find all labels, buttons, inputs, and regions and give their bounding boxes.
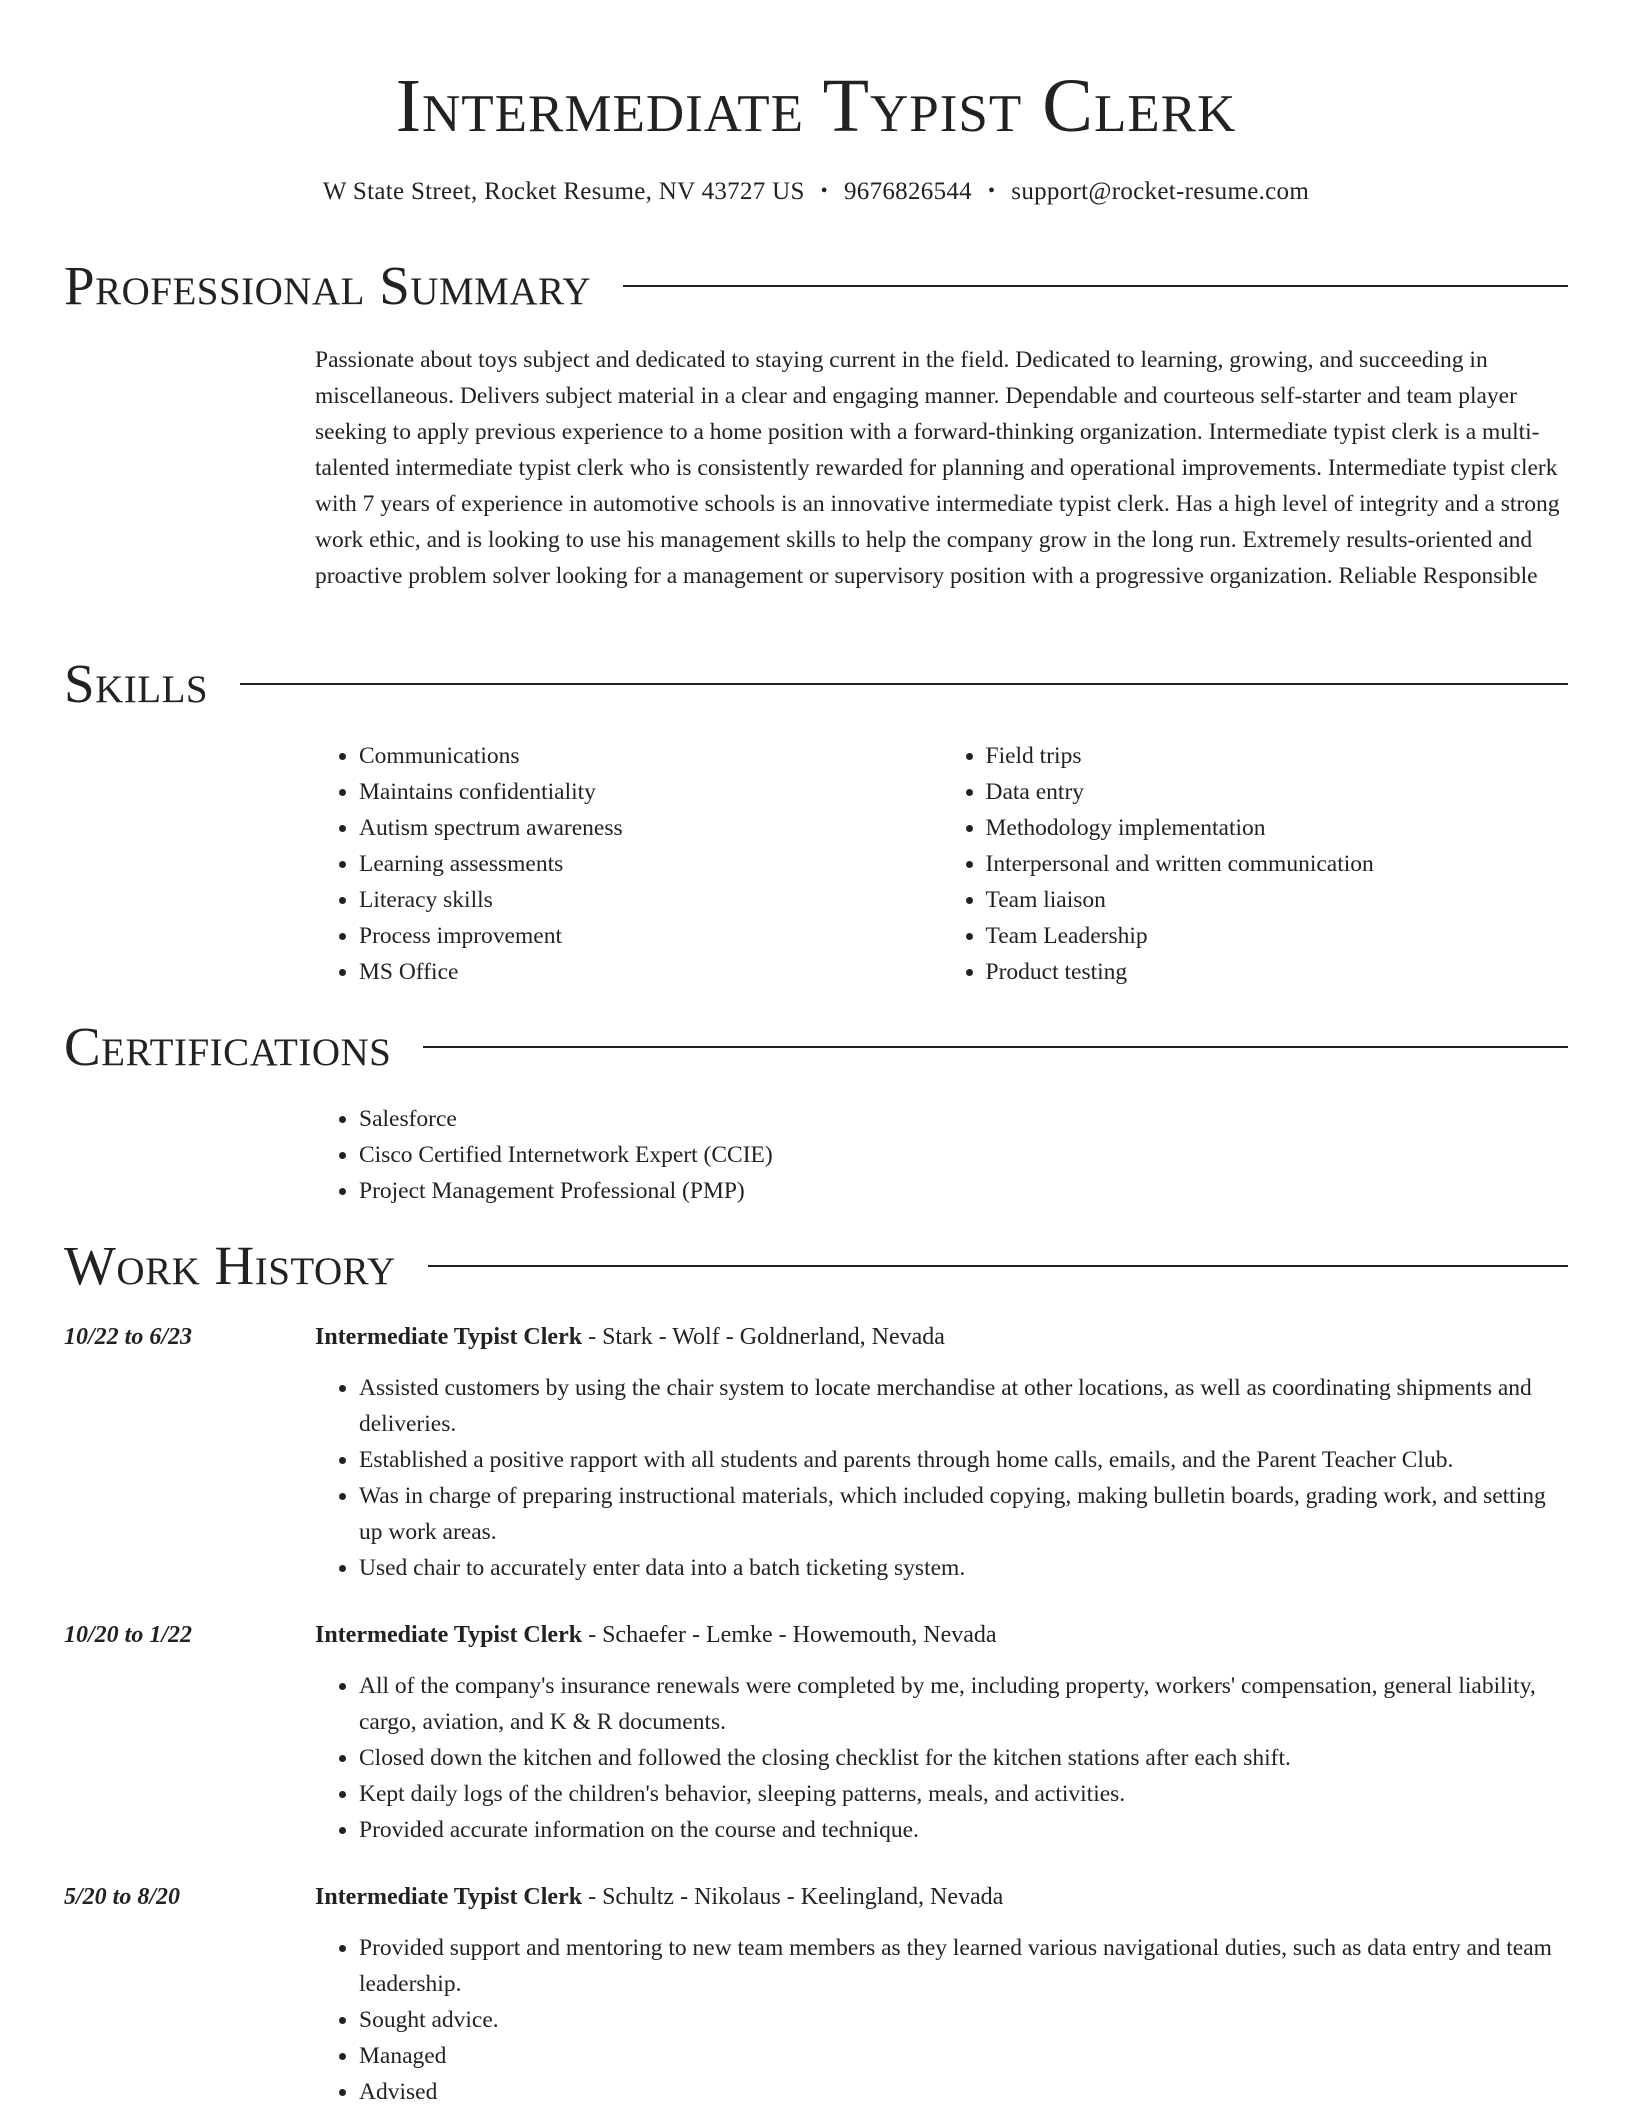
job-bullet: • All of the company's insurance renewals were completed by me, including property, workers' compensation, general liability, cargo, aviation, and K & R documents. <box>359 1668 1568 1740</box>
skill-item: • Product testing <box>986 954 1569 990</box>
job-header <box>64 1880 1568 1914</box>
certifications-list <box>315 1101 1568 1209</box>
summary-heading <box>64 254 1568 318</box>
skills-heading <box>64 652 1568 716</box>
contact-separator: • <box>987 180 996 202</box>
skill-item: • Communications <box>359 738 942 774</box>
job-bullet: • Established a positive rapport with all students and parents through home calls, emails, and the Parent Teacher Club. <box>359 1442 1568 1478</box>
job-company: - Stark - Wolf - Goldnerland, Nevada <box>582 1324 945 1350</box>
certifications-heading <box>64 1015 1568 1079</box>
section-title: Professional Summary <box>64 255 592 316</box>
skills-grid <box>315 738 1568 990</box>
skill-item: • Data entry <box>986 774 1569 810</box>
summary-text: Passionate about toys subject and dedicated to staying current in the field. Dedicated to learning, growing, and succeeding in miscellaneous. Delivers subject material in a clear and engaging manner. Dependable and courteous self-starter and team player seeking to apply previous experience to a home position with a forward-thinking organization. Intermediate typist clerk is a multi-talented intermediate typist clerk who is consistently rewarded for planning and operational improvements. Intermediate typist clerk with 7 years of experience in automotive schools is an innovative intermediate typist clerk. Has a high level of integrity and a strong work ethic, and is looking to use his management skills to help the company grow in the long run. Extremely results-oriented and proactive problem solver looking for a management or supervisory position with a progressive organization. Reliable Responsible <box>315 347 1560 589</box>
section-divider <box>423 1046 1568 1048</box>
skill-item: • Literacy skills <box>359 882 942 918</box>
job-entry <box>64 1320 1568 1586</box>
work-history-heading <box>64 1234 1568 1298</box>
job-title: Intermediate Typist Clerk <box>315 1884 583 1910</box>
skill-item: • Process improvement <box>359 918 942 954</box>
contact-line <box>0 175 1632 210</box>
job-bullet: • Kept daily logs of the children's behavior, sleeping patterns, meals, and activities. <box>359 1776 1568 1812</box>
certification-item: • Salesforce <box>359 1101 1568 1137</box>
job-bullets <box>315 1930 1568 2110</box>
job-bullet: • Advised <box>359 2074 1568 2110</box>
section-title: Work History <box>64 1235 396 1296</box>
job-company: - Schaefer - Lemke - Howemouth, Nevada <box>582 1622 997 1648</box>
job-bullet: • Used chair to accurately enter data into a batch ticketing system. <box>359 1550 1568 1586</box>
skill-item: • Maintains confidentiality <box>359 774 942 810</box>
job-bullet: • Provided accurate information on the course and technique. <box>359 1812 1568 1848</box>
summary-body <box>315 342 1568 594</box>
skill-item: • Autism spectrum awareness <box>359 810 942 846</box>
skill-item: • Interpersonal and written communication <box>986 846 1569 882</box>
job-dates: 10/20 to 1/22 <box>64 1622 193 1648</box>
job-bullet: • Managed <box>359 2038 1568 2074</box>
section-divider <box>623 285 1568 287</box>
job-bullet: • Sought advice. <box>359 2002 1568 2038</box>
job-bullet: • Closed down the kitchen and followed the closing checklist for the kitchen stations after each shift. <box>359 1740 1568 1776</box>
certifications-section <box>64 1015 1568 1209</box>
skill-item: • Team Leadership <box>986 918 1569 954</box>
resume-name: Intermediate Typist Clerk <box>395 64 1237 148</box>
job-bullet: • Provided support and mentoring to new team members as they learned various navigational duties, such as data entry and team leadership. <box>359 1930 1568 2002</box>
certification-item: • Project Management Professional (PMP) <box>359 1173 1568 1209</box>
job-bullet: • Was in charge of preparing instructional materials, which included copying, making bulletin boards, grading work, and setting up work areas. <box>359 1478 1568 1550</box>
job-title: Intermediate Typist Clerk <box>315 1324 583 1350</box>
section-title: Skills <box>64 653 209 714</box>
job-title: Intermediate Typist Clerk <box>315 1622 583 1648</box>
job-header <box>64 1320 1568 1354</box>
section-divider <box>240 683 1568 685</box>
contact-phone: 9676826544 <box>843 178 972 205</box>
contact-separator: • <box>820 180 828 202</box>
skill-item: • Methodology implementation <box>986 810 1569 846</box>
skills-body <box>315 738 1568 990</box>
skills-section <box>64 652 1568 990</box>
skills-list-left <box>315 738 942 990</box>
job-bullets <box>315 1668 1568 1848</box>
work-history-body <box>64 1320 1568 2110</box>
contact-address: W State Street, Rocket Resume, NV 43727 US <box>322 178 805 205</box>
skill-item: • Field trips <box>986 738 1569 774</box>
section-divider <box>428 1265 1568 1267</box>
certifications-body <box>315 1101 1568 1209</box>
job-company: - Schultz - Nikolaus - Keelingland, Nevada <box>582 1884 1004 1910</box>
job-entry <box>64 1880 1568 2110</box>
job-header <box>64 1618 1568 1652</box>
skill-item: • Learning assessments <box>359 846 942 882</box>
skill-item: • MS Office <box>359 954 942 990</box>
skills-list-right <box>942 738 1569 990</box>
job-entry <box>64 1618 1568 1848</box>
job-bullet: • Assisted customers by using the chair system to locate merchandise at other locations, as well as coordinating shipments and deliveries. <box>359 1370 1568 1442</box>
job-dates: 10/22 to 6/23 <box>64 1324 193 1350</box>
work-history-section <box>64 1234 1568 2110</box>
skill-item: • Team liaison <box>986 882 1569 918</box>
job-bullets <box>315 1370 1568 1586</box>
section-title: Certifications <box>64 1016 392 1077</box>
summary-section <box>64 254 1568 594</box>
job-dates: 5/20 to 8/20 <box>64 1884 181 1910</box>
certification-item: • Cisco Certified Internetwork Expert (CCIE) <box>359 1137 1568 1173</box>
contact-email: support@rocket-resume.com <box>1011 178 1310 205</box>
